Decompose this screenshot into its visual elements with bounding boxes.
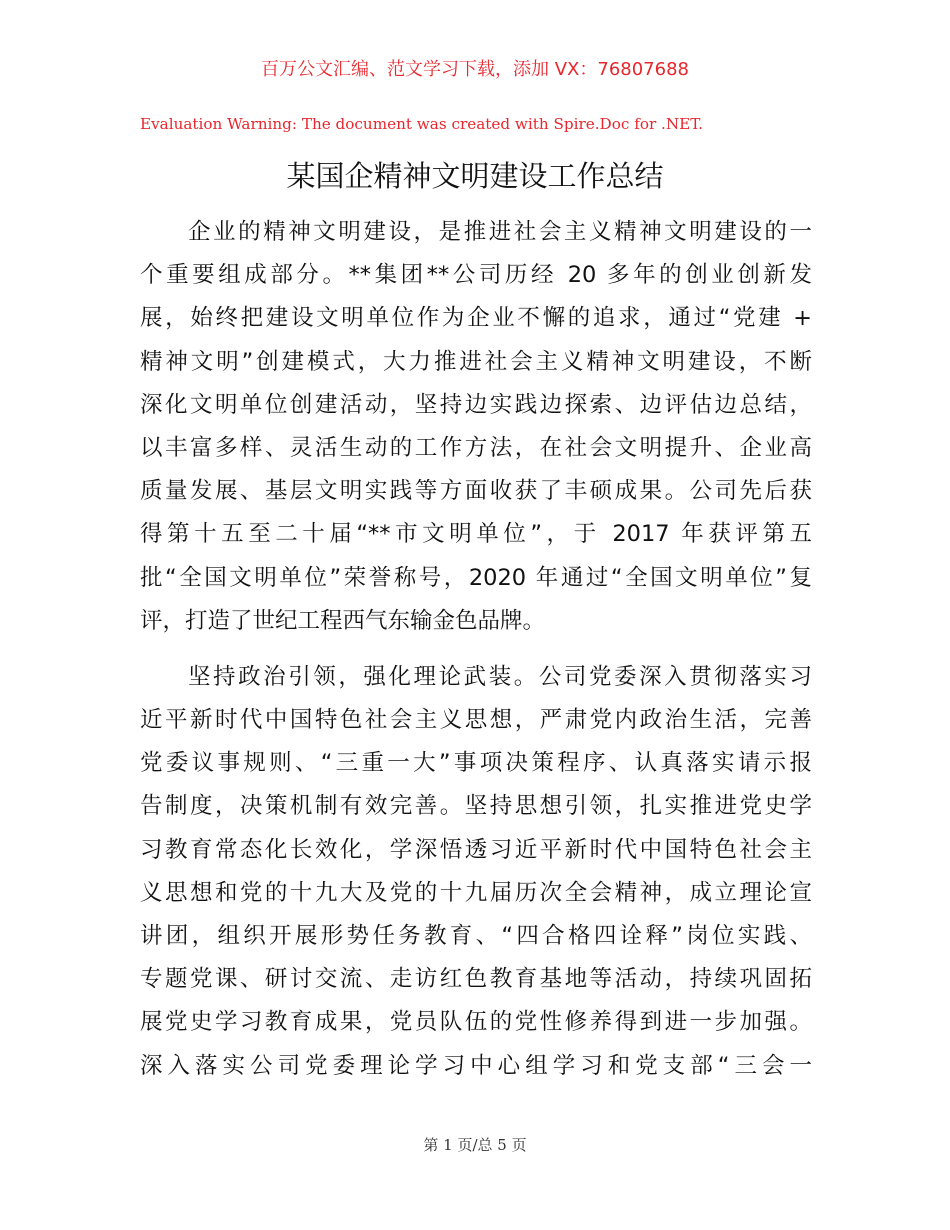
paragraph-line: 坚持政治引领，强化理论武装。公司党委深入贯彻落实习 (188, 663, 812, 690)
paragraph-line: 评，打造了世纪工程西气东输金色品牌。 (140, 607, 546, 634)
paragraph-line: 得第十五至二十届“**市文明单位”，于 2017 年获评第五 (140, 521, 812, 548)
paragraph-line: 个重要组成部分。**集团**公司历经 20 多年的创业创新发 (140, 262, 812, 289)
paragraph-2 (140, 656, 812, 1088)
paragraph-line: 展党史学习教育成果，党员队伍的党性修养得到进一步加强。 (140, 1009, 812, 1036)
paragraph-line: 以丰富多样、灵活生动的工作方法，在社会文明提升、企业高 (140, 434, 812, 461)
paragraph-spacer (140, 643, 812, 656)
paragraph-line: 讲团，组织开展形势任务教育、“四合格四诠释”岗位实践、 (140, 923, 812, 949)
paragraph-line: 精神文明”创建模式，大力推进社会主义精神文明建设，不断 (140, 348, 812, 375)
download-ad-banner: 百万公文汇编、范文学习下载，添加 VX：76807688 (261, 59, 689, 80)
paragraph-line: 告制度，决策机制有效完善。坚持思想引领，扎实推进党史学 (140, 793, 812, 820)
paragraph-line: 质量发展、基层文明实践等方面收获了丰硕成果。公司先后获 (140, 478, 812, 505)
paragraph-line: 专题党课、研讨交流、走访红色教育基地等活动，持续巩固拓 (140, 966, 812, 993)
paragraph-line: 企业的精神文明建设，是推进社会主义精神文明建设的一 (188, 219, 812, 245)
paragraph-line: 习教育常态化长效化，学深悟透习近平新时代中国特色社会主 (140, 836, 812, 863)
document-title: 某国企精神文明建设工作总结 (286, 159, 664, 193)
paragraph-line: 深化文明单位创建活动，坚持边实践边探索、边评估边总结， (140, 391, 812, 418)
document-body (140, 211, 812, 1088)
paragraph-line: 党委议事规则、“三重一大”事项决策程序、认真落实请示报 (140, 750, 812, 777)
evaluation-warning: Evaluation Warning: The document was created with Spire.Doc for .NET. (140, 115, 703, 133)
paragraph-line: 义思想和党的十九大及党的十九届历次全会精神，成立理论宣 (140, 879, 812, 906)
paragraph-line: 深入落实公司党委理论学习中心组学习和党支部“三会一 (140, 1052, 812, 1079)
page-indicator: 第 1 页/总 5 页 (423, 1136, 527, 1154)
paragraph-line: 批“全国文明单位”荣誉称号，2020 年通过“全国文明单位”复 (140, 564, 812, 591)
paragraph-1 (140, 211, 812, 643)
paragraph-line: 展，始终把建设文明单位作为企业不懈的追求，通过“党建 + (140, 305, 812, 332)
paragraph-line: 近平新时代中国特色社会主义思想，严肃党内政治生活，完善 (140, 707, 812, 734)
